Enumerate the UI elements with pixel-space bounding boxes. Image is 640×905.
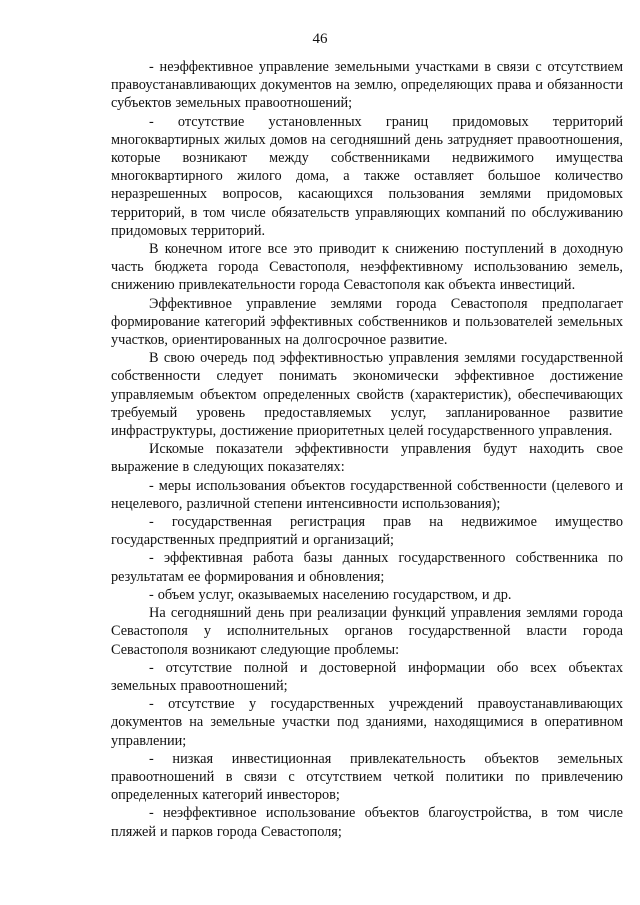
- paragraph-11: На сегодняшний день при реализации функций управления землями города Севастополя у исполнительных органов государственной власти города Севастополя возникают следующие проблемы:: [111, 605, 623, 658]
- paragraph-7: - меры использования объектов государственной собственности (целевого и нецелевого, различной степени интенсивности использования);: [111, 477, 623, 512]
- paragraph-2: - отсутствие установленных границ придомовых территорий многоквартирных жилых домов на сегодняшний день затрудняет правоотношения, которые возникают между собственниками недвижимого имущества многоквартирного жилого дома, а также оставляет большое количество неразрешенных вопросов, касающихся пользования землями придомовых территорий, в том числе обязательств управляющих компаний по обслуживанию придомовых территорий.: [111, 113, 623, 239]
- paragraph-13: - отсутствие у государственных учреждений правоустанавливающих документов на земельные участки под зданиями, находящимися в оперативном управлении;: [111, 696, 623, 749]
- paragraph-15: - неэффективное использование объектов благоустройства, в том числе пляжей и парков города Севастополя;: [111, 805, 623, 840]
- paragraph-9: - эффективная работа базы данных государственного собственника по результатам ее формирования и обновления;: [111, 550, 623, 585]
- paragraph-3: В конечном итоге все это приводит к снижению поступлений в доходную часть бюджета города Севастополя, неэффективному использованию земель, снижению привлекательности города Севастополя как объекта инвестиций.: [111, 241, 623, 294]
- paragraph-5: В свою очередь под эффективностью управления землями государственной собственности следует понимать экономически эффективное достижение управляемым объектом определенных свойств (характеристик), обеспечивающих требуемый уровень предоставляемых услуг, запланированное развитие инфраструктуры, достижение приоритетных целей государственного управления.: [111, 350, 623, 440]
- paragraph-1: - неэффективное управление земельными участками в связи с отсутствием правоустанавливающих документов на землю, определяющих права и обязанности субъектов земельных правоотношений;: [111, 59, 623, 112]
- paragraph-6: Искомые показатели эффективности управления будут находить свое выражение в следующих показателях:: [111, 441, 623, 476]
- paragraph-12: - отсутствие полной и достоверной информации обо всех объектах земельных правоотношений;: [111, 659, 623, 694]
- paragraph-8: - государственная регистрация прав на недвижимое имущество государственных предприятий и организаций;: [111, 514, 623, 549]
- page-body: [111, 58, 623, 841]
- page-number: 46: [312, 31, 328, 47]
- paragraph-4: Эффективное управление землями города Севастополя предполагает формирование категорий эффективных собственников и пользователей земельных участков, ориентированных на долгосрочное развитие.: [111, 295, 623, 349]
- paragraph-14: - низкая инвестиционная привлекательность объектов земельных правоотношений в связи с отсутствием четкой политики по привлечению определенных категорий инвесторов;: [111, 750, 623, 804]
- paragraph-10: - объем услуг, оказываемых населению государством, и др.: [149, 586, 512, 603]
